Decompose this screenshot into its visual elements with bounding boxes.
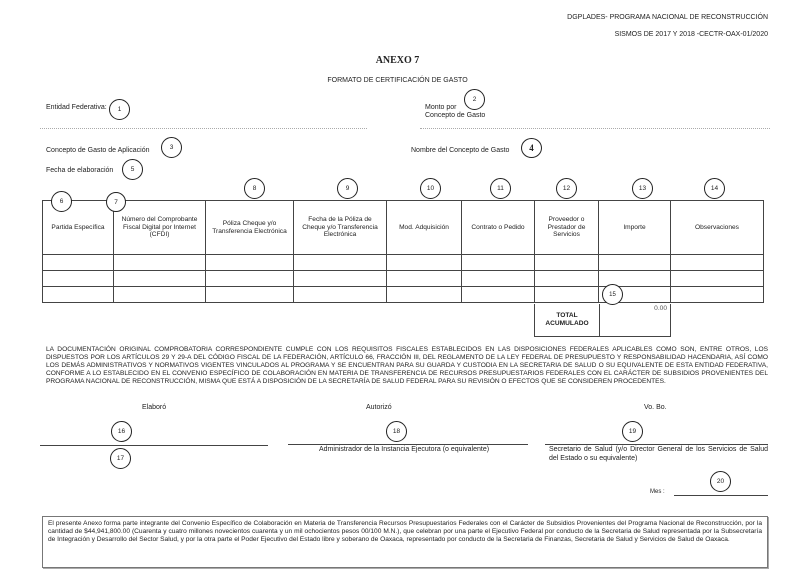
table-cell[interactable] [294, 271, 387, 287]
col-cfdi: Número del Comprobante Fiscal Digital por Internet (CFDI) [114, 201, 206, 255]
table-cell[interactable] [599, 255, 671, 271]
table-header-row [43, 201, 764, 255]
table-cell[interactable] [535, 255, 599, 271]
elaboro-title: Elaboró [142, 404, 167, 411]
marker-13: 13 [632, 178, 653, 199]
marker-3: 3 [161, 137, 182, 158]
table-cell[interactable] [462, 287, 535, 303]
program-header: DGPLADES- PROGRAMA NACIONAL DE RECONSTRUCCIÓN [567, 14, 768, 21]
convenio-code: SISMOS DE 2017 Y 2018 -CECTR-OAX-01/2020 [614, 31, 768, 38]
table-cell[interactable] [387, 271, 462, 287]
table-cell[interactable] [114, 287, 206, 303]
col-poliza: Póliza Cheque y/o Transferencia Electrónica [206, 201, 294, 255]
autorizo-signature-line[interactable] [288, 444, 528, 445]
table-cell[interactable] [671, 271, 764, 287]
table-cell[interactable] [114, 271, 206, 287]
marker-11: 11 [490, 178, 511, 199]
marker-10: 10 [420, 178, 441, 199]
table-cell[interactable] [462, 255, 535, 271]
col-contrato: Contrato o Pedido [462, 201, 535, 255]
marker-18: 18 [386, 421, 407, 442]
table-cell[interactable] [462, 271, 535, 287]
entidad-label: Entidad Federativa: [46, 104, 107, 111]
table-cell[interactable] [43, 271, 114, 287]
fecha-label: Fecha de elaboración [46, 167, 114, 174]
entidad-field-line[interactable] [40, 128, 367, 129]
table-cell[interactable] [387, 287, 462, 303]
page-subtitle: FORMATO DE CERTIFICACIÓN DE GASTO [327, 77, 468, 84]
table-cell[interactable] [43, 287, 114, 303]
table-row [43, 271, 764, 287]
table-cell[interactable] [535, 271, 599, 287]
table-cell[interactable] [535, 287, 599, 303]
table-cell[interactable] [294, 255, 387, 271]
nombre-label: Nombre del Concepto de Gasto [411, 147, 510, 154]
table-cell[interactable] [294, 287, 387, 303]
vobo-caption: Secretario de Salud (y/o Director General de los Servicios de Salud del Estado o su equivalente) [549, 446, 768, 462]
marker-15: 15 [602, 284, 623, 305]
table-cell[interactable] [206, 287, 294, 303]
marker-20: 20 [710, 471, 731, 492]
mes-label: Mes : [650, 489, 665, 495]
total-label: TOTAL ACUMULADO [535, 304, 600, 336]
col-observaciones: Observaciones [671, 201, 764, 255]
total-value: 0.00 [654, 305, 667, 312]
table-cell[interactable] [206, 255, 294, 271]
col-importe: Importe [599, 201, 671, 255]
marker-8: 8 [244, 178, 265, 199]
vobo-title: Vo. Bo. [644, 404, 667, 411]
monto-field-line[interactable] [420, 128, 770, 129]
col-proveedor: Proveedor o Prestador de Servicios [535, 201, 599, 255]
table-cell[interactable] [671, 287, 764, 303]
mes-field-line[interactable] [674, 495, 768, 496]
table-cell[interactable] [114, 255, 206, 271]
autorizo-caption: Administrador de la Instancia Ejecutora (o equivalente) [319, 446, 490, 453]
marker-16: 16 [111, 421, 132, 442]
marker-7: 7 [106, 192, 126, 212]
page-title: ANEXO 7 [375, 55, 420, 66]
col-partida: Partida Específica [43, 201, 114, 255]
elaboro-signature-line[interactable] [40, 445, 268, 446]
marker-2: 2 [464, 89, 485, 110]
marker-5: 5 [122, 159, 143, 180]
marker-4: 4 [521, 138, 542, 158]
col-mod-adquisicion: Mod. Adquisición [387, 201, 462, 255]
table-cell[interactable] [206, 271, 294, 287]
marker-14: 14 [704, 178, 725, 199]
monto-label-line1: Monto por [425, 104, 457, 111]
concepto-label: Concepto de Gasto de Aplicación [46, 147, 150, 154]
marker-17: 17 [110, 448, 131, 469]
expense-table [42, 200, 764, 303]
total-row [534, 304, 671, 337]
table-cell[interactable] [387, 255, 462, 271]
col-fecha-poliza: Fecha de la Póliza de Cheque y/o Transferencia Electrónica [294, 201, 387, 255]
table-cell[interactable] [671, 255, 764, 271]
marker-9: 9 [337, 178, 358, 199]
marker-6: 6 [51, 191, 72, 212]
marker-19: 19 [622, 421, 643, 442]
autorizo-title: Autorizó [366, 404, 392, 411]
annex-note: El presente Anexo forma parte integrante del Convenio Específico de Colaboración en Materia de Transferencia Recursos Presupuestarios Federales con el Carácter de Subsidios Provenientes del Programa Nacional de Reconstrucción, por la cantidad de $44,941,800.00 (Cuarenta y cuatro millones novecientos cuarenta y un mil ochocientos pesos 00/100 M.N.), que celebran por una parte el Ejecutivo Federal por conducto de la Secretaria de Salud representada por la Subsecretaría de Integración y Desarrollo del Sector Salud, y por la otra parte el Poder Ejecutivo del Estado libre y soberano de Oaxaca, representado por conducto de la Secretaria de Finanzas, Secretaria de Salud y Servicios de Salud de Oaxaca. [42, 516, 768, 568]
marker-1: 1 [109, 99, 130, 120]
monto-label-line2: Concepto de Gasto [425, 112, 486, 120]
vobo-signature-line[interactable] [545, 444, 768, 445]
certification-paragraph: LA DOCUMENTACIÓN ORIGINAL COMPROBATORIA CORRESPONDIENTE CUMPLE CON LOS REQUISITOS FISCALES ESTABLECIDOS EN LAS DISPOSICIONES FEDERALES APLICABLES COMO SON, ENTRE OTROS, LOS DISPUESTOS POR LOS ARTÍCULOS 29 Y 29-A DEL CÓDIGO FISCAL DE LA FEDERACIÓN, ARTÍCULO 66, FRACCIÓN III, DEL REGLAMENTO DE LA LEY FEDERAL DE PRESUPUESTO Y RESPONSABILIDAD HACENDARIA, ASÍ COMO LOS DEMÁS ADMINISTRATIVOS Y NORMATIVOS VIGENTES VINCULADOS AL PROGRAMA Y SE ENCUENTRAN PARA SU GUARDA Y CUSTODIA EN LA SECRETARIA DE SALUD O SU EQUIVALENTE DE ESTA ENTIDAD FEDERATIVA, CONFORME A LO ESTABLECIDO EN EL CONVENIO ESPECÍFICO DE COLABORACIÓN EN MATERIA DE TRANSFERENCIA DE RECURSOS PRESUPUESTARIOS FEDERALES CON EL CARÁCTER DE SUBSIDIOS PROVENIENTES DEL PROGRAMA NACIONAL DE RECONSTRUCCIÓN, MISMA QUE ESTÁ A DISPOSICIÓN DE LA SECRETARÍA DE SALUD FEDERAL PARA SU REVISIÓN O EFECTOS QUE SE CONSIDEREN PROCEDENTES. [46, 346, 768, 386]
table-row [43, 255, 764, 271]
marker-12: 12 [556, 178, 577, 199]
table-cell[interactable] [43, 255, 114, 271]
table-row [43, 287, 764, 303]
